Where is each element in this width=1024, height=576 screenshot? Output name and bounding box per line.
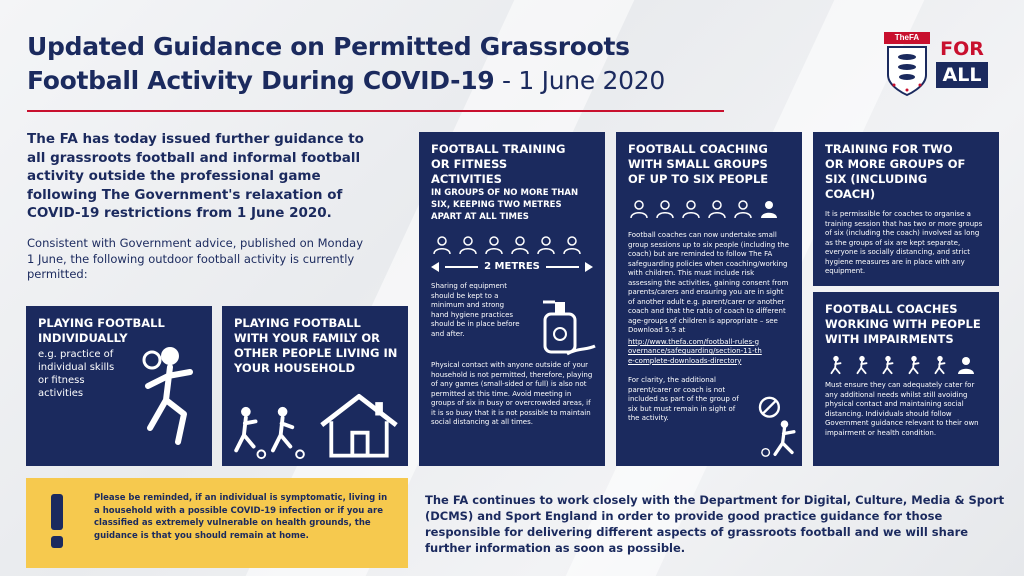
impairments-body: Must ensure they can adequately cater for any additional needs whilst still avoiding physical contact and maintaining social distancing. Individuals should follow Government guidance relevant to their own impairment or health condition. — [825, 381, 979, 437]
arrow-left-icon — [431, 262, 439, 272]
card-title: PLAYING FOOTBALL WITH YOUR FAMILY OR OTHER PEOPLE LIVING IN YOUR HOUSEHOLD — [234, 316, 398, 375]
fa-label: TheFA — [884, 32, 930, 44]
person-icon — [535, 235, 557, 255]
card-two-groups — [813, 132, 999, 286]
people-row — [431, 235, 593, 255]
card-title: FOOTBALL COACHING WITH SMALL GROUPS OF UP TO SIX PEOPLE — [628, 142, 769, 186]
card-title-sub: IN GROUPS OF NO MORE THAN SIX, KEEPING TWO METRES APART AT ALL TIMES — [431, 188, 579, 222]
player-icon — [851, 355, 873, 375]
coach-icon — [758, 199, 780, 219]
distance-indicator — [431, 261, 593, 272]
intro-paragraph: The FA has today issued further guidance to all grassroots football and informal football activity outside the professional game following The Government's relaxation of COVID-19 restrictions from 1 June 2020. — [27, 131, 364, 221]
card-playing-individually — [26, 306, 212, 466]
hand-sanitiser-icon — [537, 292, 597, 362]
people-row — [825, 355, 987, 375]
footer-statement: The FA continues to work closely with the Department for Digital, Culture, Media & Sport (DCMS) and Sport England in order to provide good practice guidance for those responsible for delivering different aspects of grassroots football and we will share further information as soon as possible. — [425, 493, 1005, 555]
arrow-line — [445, 266, 478, 268]
for-text: FOR — [940, 38, 984, 60]
all-text: ALL — [936, 62, 988, 88]
person-icon — [561, 235, 583, 255]
intro-subtext: Consistent with Government advice, published on Monday 1 June, the following outdoor football activity is currently permitted: — [27, 236, 364, 281]
player-icon — [825, 355, 847, 375]
warning-text: Please be reminded, if an individual is symptomatic, living in a household with a possible COVID-19 infection or if you are classified as extremely vulnerable on health grounds, the guidance is that you should remain at home. — [94, 493, 388, 541]
exclamation-icon — [48, 494, 66, 550]
metres-label: 2 METRES — [484, 261, 540, 272]
card-subtext: e.g. practice of individual skills or fitness activities — [38, 349, 115, 399]
title-date: - 1 June 2020 — [494, 66, 665, 95]
person-icon — [431, 235, 453, 255]
equipment-text: Sharing of equipment should be kept to a minimum and strong hand hygiene practices should be in place before and after. — [431, 282, 520, 338]
people-row — [628, 199, 790, 219]
title-divider — [27, 110, 724, 112]
arrow-line — [546, 266, 579, 268]
person-icon — [680, 199, 702, 219]
contact-text: Physical contact with anyone outside of your household is not permitted, therefore, playing of any games (small-sided or full) is also not permitted at this time. Avoid meeting in groups of six in busy or overcrowded areas, if it is so busy that it is not possible to maintain social distancing at all times. — [431, 361, 593, 426]
card-title: PLAYING FOOTBALL INDIVIDUALLY — [38, 316, 165, 345]
clarity-text: For clarity, the additional parent/carer or coach is not included as part of the group of six but must remain in sight of the activity. — [628, 376, 739, 422]
safeguarding-link[interactable]: http://www.thefa.com/football-rules-governance/safeguarding/section-11-the-complete-downloads-directory — [628, 337, 762, 365]
coaching-body: Football coaches can now undertake small group sessions up to six people (including the coach) but are reminded to follow The FA safeguarding policies when coaching/working with children. This must include risk assessing the activities, gaining consent from parents/carers and ensuring you are in sight of another adult e.g. parent/carer or another coach and that the ratio of coach to different age-groups of children is appropriate – see Download 5.5 at — [628, 231, 789, 334]
card-household — [222, 306, 408, 466]
person-icon — [457, 235, 479, 255]
card-impairments — [813, 292, 999, 466]
person-icon — [509, 235, 531, 255]
card-title: TRAINING FOR TWO OR MORE GROUPS OF SIX (INCLUDING COACH) — [825, 142, 966, 201]
card-coaching — [616, 132, 802, 466]
house-icon — [316, 392, 402, 460]
person-icon — [483, 235, 505, 255]
card-title: FOOTBALL COACHES WORKING WITH PEOPLE WITH IMPAIRMENTS — [825, 302, 981, 346]
fa-for-all-logo — [884, 32, 989, 100]
card-title: FOOTBALL TRAINING OR FITNESS ACTIVITIES — [431, 142, 566, 186]
person-icon — [732, 199, 754, 219]
family-players-icon — [232, 404, 310, 462]
arrow-right-icon — [585, 262, 593, 272]
page-title — [27, 30, 747, 98]
card-training — [419, 132, 605, 466]
player-icon — [877, 355, 899, 375]
for-all-badge — [936, 36, 988, 92]
person-icon — [706, 199, 728, 219]
title-line-1: Updated Guidance on Permitted Grassroots — [27, 32, 630, 61]
whistle-coach-icon — [752, 394, 800, 460]
title-line-2: Football Activity During COVID-19 — [27, 66, 495, 95]
coach-icon — [955, 355, 977, 375]
three-lions-crest-icon — [886, 45, 928, 97]
juggling-player-icon — [126, 342, 206, 452]
person-icon — [654, 199, 676, 219]
player-icon — [929, 355, 951, 375]
player-icon — [903, 355, 925, 375]
two-groups-body: It is permissible for coaches to organise a training session that has two or more groups of six (including the coach) involved as long as the groups of six are kept separate, everyone is socially distancing, and strict hygiene measures are in place with any equipment. — [825, 210, 983, 275]
person-icon — [628, 199, 650, 219]
warning-box — [26, 478, 408, 568]
